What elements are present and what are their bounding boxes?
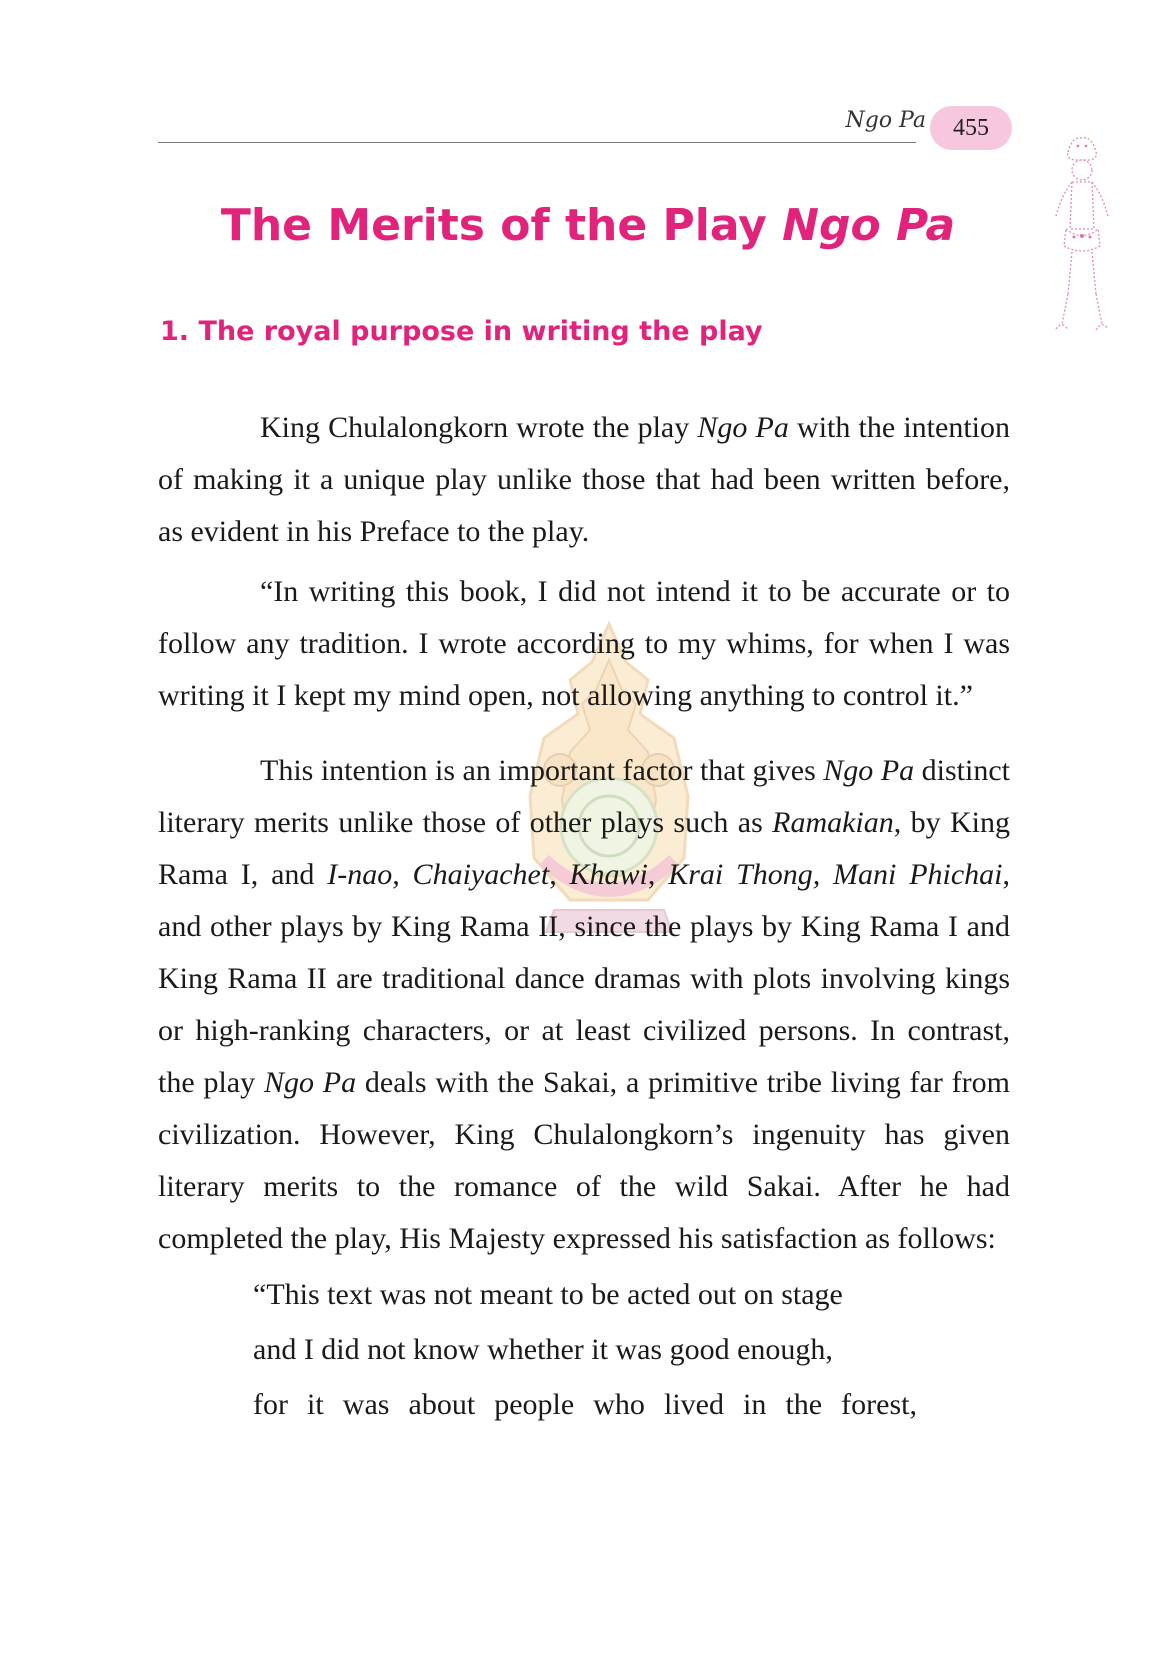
page-title bbox=[158, 200, 1018, 251]
header-rule bbox=[158, 142, 916, 143]
text-segment: distinct literary merits unlike those of other plays such as bbox=[158, 754, 1010, 839]
italic-title: Ngo Pa bbox=[263, 1066, 357, 1099]
verse-line: and I did not know whether it was good enough, bbox=[253, 1333, 833, 1366]
italic-title: Khawi bbox=[569, 858, 648, 891]
italic-title: Ramakian bbox=[772, 806, 894, 839]
text-segment: , bbox=[647, 858, 669, 891]
text-segment: with the intention of making it a unique play unlike those that had been written before, as evident in his Preface to the play. bbox=[158, 411, 1011, 548]
paragraph-3 bbox=[158, 745, 1010, 1265]
text-segment: , bbox=[549, 858, 570, 891]
verse-line: for it was about people who lived in the forest, bbox=[253, 1388, 917, 1421]
verse-line: “This text was not meant to be acted out on stage bbox=[253, 1278, 843, 1311]
dancer-illustration-icon bbox=[1042, 134, 1122, 344]
italic-title: I-nao, Chaiyachet bbox=[327, 858, 550, 891]
paragraph-1 bbox=[158, 402, 1010, 558]
text-segment: , and other plays by King Rama II, since the plays by King Rama I and King Rama II are traditional dance dramas with plots involving kings or high-ranking characters, or at least civilized persons. In contrast, the play bbox=[158, 858, 1011, 1099]
text-segment: This intention is an important factor that gives bbox=[260, 754, 824, 787]
italic-title: Krai Thong, Mani Phichai bbox=[668, 858, 1003, 891]
text-segment: King Chulalongkorn wrote the play bbox=[260, 411, 698, 444]
italic-title: Ngo Pa bbox=[823, 754, 915, 787]
section-heading: 1. The royal purpose in writing the play bbox=[160, 316, 763, 347]
text-segment: deals with the Sakai, a primitive tribe living far from civilization. However, King Chulalongkorn’s ingenuity has given literary merits to the romance of the wild Sakai. After he had completed the play, His Majesty expressed his satisfaction as follows: bbox=[158, 1066, 1010, 1255]
paragraph-2-quote: “In writing this book, I did not intend it to be accurate or to follow any tradition. I wrote according to my whims, for when I was writing it I kept my mind open, not allowing anything to control it.” bbox=[158, 575, 1010, 712]
page-number-badge: 455 bbox=[930, 106, 1012, 150]
verse-quote bbox=[253, 1267, 917, 1432]
italic-title: Ngo Pa bbox=[697, 411, 789, 444]
running-title: Ngo Pa bbox=[845, 108, 926, 133]
text-segment: , by King Rama I, and bbox=[158, 806, 1010, 891]
title-italic: Ngo Pa bbox=[782, 200, 956, 251]
title-main: The Merits of the Play bbox=[220, 200, 783, 251]
